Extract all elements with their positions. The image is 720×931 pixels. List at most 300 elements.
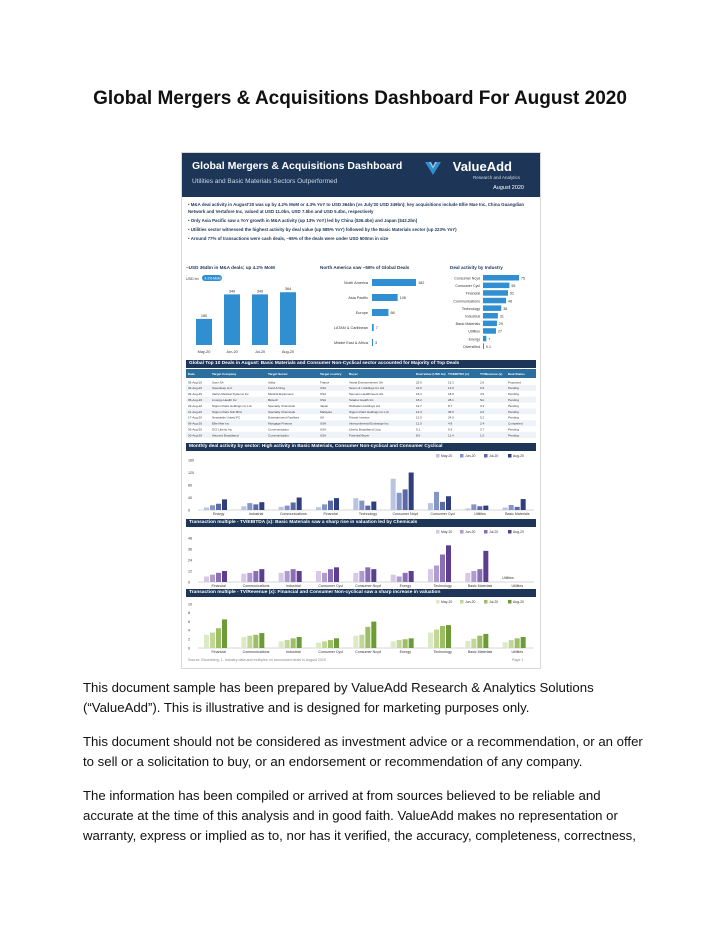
industry-value-label: 55 (511, 284, 516, 289)
legend-swatch (436, 530, 440, 534)
deal-value-label: 349 (228, 289, 236, 294)
industry-value-label: 75 (521, 276, 525, 281)
sector-bar (253, 504, 258, 510)
table-cell: 35.9 (448, 409, 454, 414)
region-value-label: 182 (418, 281, 425, 285)
sector-bar (465, 641, 470, 648)
table-cell: 12.3 (416, 409, 422, 414)
sector-bar (334, 638, 339, 648)
y-tick-label: 0 (188, 508, 190, 513)
sector-bar (204, 635, 209, 648)
legend-label: May-20 (441, 454, 453, 458)
sector-label: Financial (211, 584, 226, 588)
table-cell: 16.2 (416, 392, 422, 397)
table-cell: Japan (320, 403, 329, 408)
legend-label: Aug-20 (513, 530, 524, 534)
sector-bar (210, 575, 215, 582)
sector-bar (521, 499, 526, 510)
table-cell: 24.0 (448, 415, 454, 420)
dashboard-date: August 2020 (493, 185, 524, 191)
sector-bar (353, 498, 358, 510)
sector-bar (365, 506, 370, 510)
table-cell: 17-Aug-20 (188, 415, 203, 420)
sector-bar (434, 566, 439, 583)
sector-bar (359, 635, 364, 648)
table-cell: Pending (508, 415, 520, 420)
region-bar (372, 279, 416, 286)
sector-bar (509, 640, 514, 648)
key-bullets (188, 201, 534, 244)
sector-bar (334, 567, 339, 582)
sector-bar (328, 640, 333, 648)
sector-bar (471, 639, 476, 648)
industry-label: Industrial (465, 314, 480, 319)
industry-bar (483, 275, 519, 281)
sector-bar (440, 555, 445, 583)
tv-revenue-chart (186, 598, 536, 656)
sector-bar (247, 573, 252, 582)
table-cell: 5.2 (480, 415, 485, 420)
sector-bar (204, 508, 209, 511)
sector-label: Consumer Ncyd (392, 512, 419, 516)
industry-value-label: 52 (509, 291, 514, 296)
legend-swatch (508, 530, 512, 534)
sector-label: Consumer Ncyd (355, 650, 381, 654)
region-value-label: 7 (375, 326, 378, 330)
sector-bar (322, 641, 327, 648)
industry-label: Diversified (463, 344, 480, 349)
sector-bar (222, 499, 227, 510)
region-label: Asia Pacific (348, 296, 368, 300)
sector-bar (279, 507, 284, 510)
disclaimer-paragraph-1: This document sample has been prepared by ValueAdd Research & Analytics Solutions (“ValueAdd”). This is illustrative and is designed for marketing purposes only. (83, 680, 594, 715)
table-cell: Medical Equipment (268, 392, 294, 397)
region-label: Middle East & Africa (334, 341, 368, 345)
table-cell: 28.1 (448, 398, 454, 402)
legend-swatch (508, 454, 512, 458)
table-header-cell: Buyer (349, 372, 358, 376)
logo-subtext: Research and Analytics (472, 175, 520, 180)
legend-label: May-20 (441, 600, 453, 604)
table-cell: Malaysia (320, 409, 332, 414)
sector-bar (285, 571, 290, 582)
industry-value-label: 0.1 (486, 344, 491, 349)
legend-swatch (484, 454, 488, 458)
table-cell: Siemens Healthineers AG (349, 392, 384, 397)
sector-label: Industrial (248, 512, 264, 516)
sector-bar (477, 569, 482, 582)
sector-bar (216, 628, 221, 648)
table-cell: Pending (508, 392, 520, 397)
table-cell: Private investor (349, 415, 370, 420)
y-tick-label: 10 (188, 602, 192, 607)
deal-bar (224, 294, 240, 345)
y-tick-label: 36 (188, 547, 192, 552)
sector-bar (285, 640, 290, 648)
sector-bar (409, 571, 414, 582)
legend-swatch (508, 600, 512, 604)
legend-label: Jun-20 (465, 454, 476, 458)
sector-bar (328, 501, 333, 510)
sector-bar (428, 569, 433, 582)
table-cell: 18.2 (416, 398, 422, 402)
sector-bar (259, 633, 264, 648)
tv-ebitda-chart (186, 528, 536, 590)
table-header-cell: Date (188, 372, 195, 376)
y-tick-label: 48 (188, 536, 192, 541)
sector-bar (477, 506, 482, 510)
sector-label: Basic Materials (505, 512, 530, 516)
sector-bar (515, 638, 520, 648)
table-cell: USA (320, 421, 327, 426)
table-header-cell: TV/Revenue (x) (480, 372, 503, 376)
table-cell: Potential Buyer (349, 433, 370, 438)
sector-bar (359, 571, 364, 582)
table-cell: 18.6 (448, 392, 454, 397)
table-cell: Entertainment Facilities (268, 415, 300, 420)
sector-bar (428, 633, 433, 648)
table-cell: 11.0 (416, 421, 422, 426)
industry-bar (483, 321, 497, 327)
sector-bar (397, 640, 402, 648)
sector-bar (471, 504, 476, 510)
table-cell: 12.0 (416, 415, 422, 420)
region-value-label: 68 (390, 311, 395, 315)
table-cell: Mortgage Finance (268, 421, 293, 426)
table-cell: Pending (508, 409, 520, 414)
legend-swatch (436, 600, 440, 604)
dashboard-title: Global Mergers & Acquisitions Dashboard (192, 160, 403, 172)
deal-value-label: 364 (284, 287, 292, 292)
region-bar (372, 339, 373, 346)
table-cell: Pending (508, 433, 520, 438)
region-value-label: 106 (399, 296, 406, 300)
sector-bar (403, 489, 408, 510)
table-cell: 9.3 (448, 427, 453, 432)
table-header-cell: Deal Status (508, 372, 525, 376)
table-cell: 25.0 (416, 380, 422, 385)
table-cell: Utility (268, 380, 276, 385)
y-tick-label: 24 (188, 558, 192, 563)
sector-bar (440, 502, 445, 510)
sector-bar (279, 641, 284, 648)
table-cell: Ellie Mae Inc (212, 421, 230, 426)
sector-bar (365, 567, 370, 582)
y-tick-label: 120 (188, 470, 194, 475)
sector-label: Financial (323, 512, 338, 516)
table-cell: Speedway LLC (212, 386, 233, 391)
sector-bar (247, 503, 252, 510)
legend-label: Jun-20 (465, 530, 476, 534)
y-tick-label: 160 (188, 458, 194, 463)
sector-bar (291, 503, 296, 511)
sector-label: Consumer Cycl (318, 650, 343, 654)
table-header-cell: Deal Value (USD bn) (416, 372, 446, 376)
table-cell: 3.3 (480, 403, 485, 408)
sector-bar (371, 502, 376, 510)
sector-bar (216, 573, 221, 582)
sector-bar (334, 498, 339, 510)
region-value-label: 3 (375, 341, 378, 345)
logo-text: ValueAdd (452, 159, 512, 174)
sector-label: Technology (433, 584, 452, 588)
sector-label: Industrial (286, 650, 301, 654)
sector-bar (428, 503, 433, 510)
disclaimer-paragraph-3: The information has been compiled or arrived at from sources believed to be reliable and accurate at the time of this analysis and in good faith. ValueAdd makes no representation or warranty, express or implied as to, nor has it verified, the accuracy, completeness, correctness, (83, 788, 636, 843)
industry-value-label: 31 (499, 314, 504, 319)
sector-bar (322, 504, 327, 510)
dashboard-header (182, 153, 540, 197)
region-bar (372, 294, 398, 301)
y-tick-label: 12 (188, 569, 192, 574)
table-cell: Food & Drug (268, 386, 286, 391)
sector-bar (465, 573, 470, 582)
deal-month-label: May-20 (197, 350, 211, 354)
sector-bar (253, 635, 258, 648)
sector-bar (241, 574, 246, 582)
sector-label: Consumer Cycl (318, 584, 343, 588)
sector-bar (446, 625, 451, 648)
deals-unit-label: USD bn (186, 277, 199, 281)
footer-source: Source: Bloomberg; 1. Industry data and multiples on announced deals in August 2020 (188, 658, 326, 662)
table-cell: 4.5 (480, 392, 485, 397)
legend-label: May-20 (441, 530, 453, 534)
sector-label: Financial (211, 650, 226, 654)
sector-bar (397, 493, 402, 510)
top10-deals-table (186, 369, 536, 439)
industry-bar (483, 305, 501, 311)
sector-bar (291, 569, 296, 582)
table-cell: USA (320, 433, 327, 438)
sector-bar (285, 506, 290, 510)
y-tick-label: 8 (188, 611, 190, 616)
sector-label: Utilities (511, 650, 524, 654)
sector-bar (503, 508, 508, 511)
sector-bar (477, 636, 482, 648)
table-cell: 15.3 (448, 380, 454, 385)
industry-bar (483, 283, 509, 289)
industry-bar (483, 298, 506, 304)
table-cell: Livongo Health Inc (212, 398, 237, 402)
industry-value-label: 48 (508, 299, 513, 304)
legend-swatch (484, 530, 488, 534)
bullet-item: • Around 77% of transactions were cash deals, ~65% of the deals were under USD 500mn in size (188, 236, 389, 241)
bullet-item: • Only Asia Pacific saw a YoY growth in M&A activity (up 13% YoY) led by China ($36.4bn) and Japan ($42.2bn) (188, 218, 418, 223)
sector-label: Basic Materials (467, 650, 493, 654)
sector-bar (403, 639, 408, 648)
sector-bar (353, 636, 358, 648)
sector-bar (241, 637, 246, 648)
y-tick-label: 4 (188, 628, 190, 633)
table-cell: USA (320, 386, 327, 391)
deal-bar (280, 292, 296, 345)
table-cell: 02-Aug-20 (188, 386, 203, 391)
table-cell: Pending (508, 427, 520, 432)
dashboard-image (181, 152, 541, 669)
industry-value-label: 29 (498, 322, 503, 327)
sector-label: Technology (358, 512, 378, 516)
top10-section-title: Global Top 10 Deals in August: Basic Materials and Consumer Non-Cyclical sector accounted for Majority of Top Deals (186, 360, 536, 368)
table-header-cell: Target Sector (268, 372, 288, 376)
sector-bar (446, 545, 451, 582)
industry-label: Financial (465, 291, 480, 296)
table-cell: USA (320, 392, 327, 397)
sector-bar (465, 508, 470, 510)
disclaimer-paragraph-2: This document should not be considered as investment advice or a recommendation, or an offer to sell or a solicitation to buy, or an endorsement or recommendation of any company. (83, 734, 643, 769)
table-cell: Wuthelam Holdings Ltd (349, 403, 380, 408)
sector-bar (216, 504, 221, 510)
table-cell: Specialty Chemicals (268, 403, 296, 408)
table-cell: Pending (508, 398, 520, 402)
revenue-section-title: Transaction multiple - TV/Revenue (x): Financial and Consumer Non-cyclical saw a sharp increase in valuation (186, 589, 536, 597)
table-cell: 8.0 (416, 433, 421, 438)
table-cell: Completed (508, 421, 523, 426)
legend-label: Jul-20 (489, 454, 499, 458)
sector-label: Energy (212, 512, 225, 516)
table-header-cell: Target Company (212, 372, 237, 376)
table-cell: USA (320, 427, 327, 432)
sector-bar (247, 636, 252, 648)
table-cell: 03-Aug-20 (188, 380, 203, 385)
sector-label: Communications (279, 512, 307, 516)
industry-bar (483, 290, 508, 296)
monthly-deal-activity-chart (186, 452, 536, 518)
industry-label: Energy (468, 337, 480, 342)
industry-bar (483, 313, 498, 319)
table-cell: Seven & i Holdings Co Ltd (349, 386, 385, 391)
legend-label: Jul-20 (489, 600, 499, 604)
table-cell: France (320, 380, 330, 385)
legend-swatch (460, 454, 464, 458)
deal-month-label: Jun-20 (226, 350, 238, 354)
legend-label: Jul-20 (489, 530, 499, 534)
region-bar (372, 309, 388, 316)
industry-value-label: 7 (488, 337, 491, 342)
valueadd-logo-icon (424, 159, 442, 177)
sector-bar (316, 571, 321, 582)
industry-bar (483, 343, 484, 349)
table-header-cell: Target country (320, 372, 342, 376)
table-cell: Suez SA (212, 380, 224, 385)
region-label: Europe (355, 311, 368, 315)
sector-bar (509, 505, 514, 510)
sector-bar (483, 634, 488, 648)
industry-chart-title: Deal activity by Industry (450, 265, 503, 270)
bullet-item: • M&A deal activity in August'20 was up by 4.2% MoM or 4.3% YoY to USD 364bn (vs July'20 USD 349bn); key acquisitions include Ellie Mae Inc, China Guangdian Network and Vertafore Inc, valued at USD 11.0bn, USD 7.5bn and USD 5.4bn, respectively (188, 202, 525, 214)
deal-month-label: Jul-20 (254, 350, 266, 354)
sector-bar (291, 638, 296, 648)
region-label: North America (343, 281, 368, 285)
table-cell: 3.7 (480, 427, 485, 432)
region-label: LATAM & Caribbean (333, 326, 368, 330)
table-cell: Teladoc Health Inc (349, 398, 374, 402)
table-header-cell: TV/EBITDA (x) (448, 372, 469, 376)
sector-bar (391, 641, 396, 648)
sector-bar (434, 492, 439, 510)
table-cell: 05-Aug-20 (188, 398, 203, 402)
table-cell: 02-Aug-20 (188, 392, 203, 397)
table-cell: 2.6 (480, 380, 485, 385)
sector-bar (241, 506, 246, 510)
sector-bar (253, 571, 258, 582)
table-cell: 2.4 (480, 421, 485, 426)
table-cell: 12.0 (448, 386, 454, 391)
sector-bar (259, 569, 264, 582)
sector-bar (222, 571, 227, 582)
table-cell: 23-Aug-20 (188, 403, 203, 408)
y-tick-label: 80 (188, 483, 192, 488)
region-bar (372, 324, 374, 331)
table-cell: 1.0 (480, 433, 485, 438)
industry-label: Communications (453, 299, 480, 304)
table-cell: USA (320, 398, 327, 402)
sector-bar (446, 496, 451, 510)
sector-bar (210, 633, 215, 648)
sector-bar (397, 577, 402, 583)
sector-bar (371, 569, 376, 582)
table-cell: 8.7 (448, 403, 453, 408)
sector-bar (403, 573, 408, 582)
table-cell: Biotech (268, 398, 279, 402)
industry-value-label: 38 (503, 306, 508, 311)
y-tick-label: 6 (188, 619, 190, 624)
sector-bar (434, 630, 439, 648)
deals-chart (186, 273, 314, 359)
sector-bar (521, 637, 526, 648)
table-cell: Astound Broadband (212, 433, 239, 438)
sector-bar (371, 622, 376, 648)
table-cell: 21-Aug-20 (188, 409, 203, 414)
bullet-item: • Utilities sector witnessed the highest activity by deal value (up 585% YoY) followed by the Basic Materials sector (up 223% YoY) (188, 227, 457, 232)
y-tick-label: 40 (188, 495, 192, 500)
sector-bar (316, 643, 321, 648)
deal-month-label: Aug-20 (281, 350, 295, 354)
sector-bar (515, 507, 520, 510)
table-cell: GCI Liberty Inc (212, 427, 233, 432)
legend-swatch (460, 530, 464, 534)
sector-bar (391, 575, 396, 582)
table-cell: Pending (508, 403, 520, 408)
sector-bar (222, 619, 227, 648)
sector-bar (409, 638, 414, 648)
table-cell: 9.1 (416, 427, 421, 432)
sector-bar (409, 473, 414, 511)
table-cell: 06-Aug-20 (188, 421, 203, 426)
utilities-annotation: Utilities (502, 576, 514, 580)
table-cell: UK (320, 415, 325, 420)
industry-label: Utilities (468, 329, 480, 334)
sector-bar (316, 507, 321, 510)
industry-label: Technology (461, 306, 480, 311)
legend-label: Aug-20 (513, 600, 524, 604)
table-cell: 20-Aug-20 (188, 433, 203, 438)
industry-bar (483, 328, 496, 334)
sector-bar (440, 626, 445, 648)
table-cell: Nippon Paint Sdn Bhd (212, 409, 242, 414)
deal-value-label: 349 (256, 289, 264, 294)
sector-bar (297, 498, 302, 511)
table-cell: 21.0 (416, 386, 422, 391)
sector-bar (483, 506, 488, 510)
sector-bar (471, 571, 476, 582)
sector-label: Basic Materials (467, 584, 493, 588)
table-cell: 2.6 (480, 409, 485, 414)
table-cell: Proposed (508, 380, 521, 385)
table-cell: Liberty Broadband Corp (349, 427, 381, 432)
sector-bar (353, 573, 358, 582)
sector-bar (210, 505, 215, 510)
deal-bar (252, 294, 268, 345)
